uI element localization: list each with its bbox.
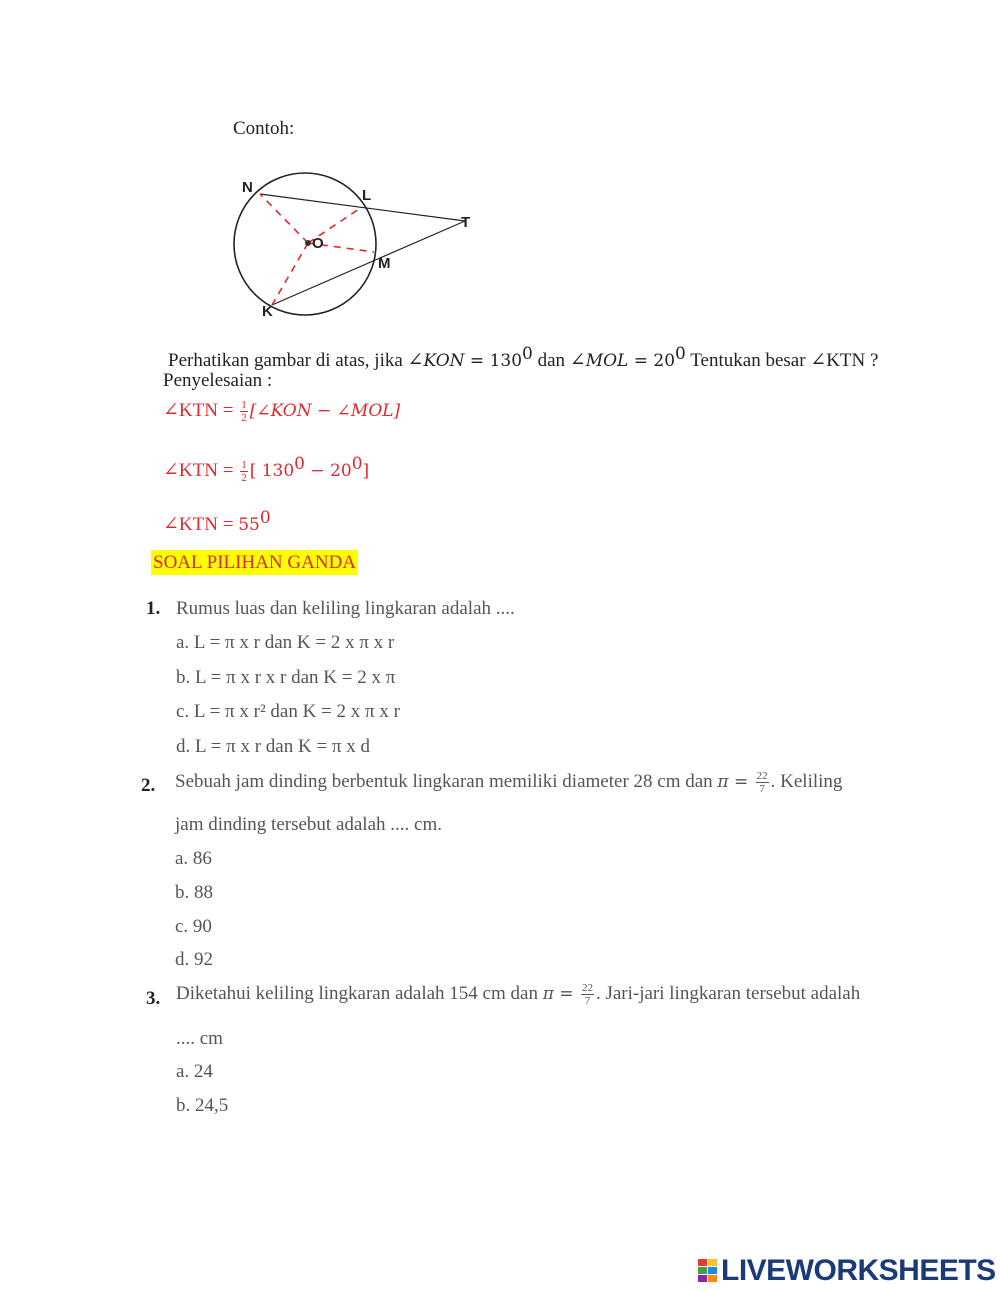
center-point [305,240,311,246]
question-2-option-b[interactable]: b. 88 [175,882,213,903]
circle-figure [228,172,488,322]
label-n: N [242,179,253,196]
solution-step-1: ∠KTN = $\frac{1}{2}$ [∠KON − ∠MOL] [163,399,401,425]
question-1-option-a[interactable]: a. L = π x r dan K = 2 x π x r [176,632,395,653]
question-2-text: Sebuah jam dinding berbentuk lingkaran memiliki diameter 28 cm dan π = $\frac{22}{7}$ . Keliling [175,770,843,795]
logo-blocks-icon [698,1259,718,1283]
question-2-option-a[interactable]: a. 86 [175,848,212,869]
question-3-text-line2: .... cm [176,1028,223,1049]
question-1-option-d[interactable]: d. L = π x r dan K = π x d [176,736,370,757]
problem-statement: Perhatikan gambar di atas, jika ∠KON = $130^0$ dan ∠MOL = $20^0$ Tentukan besar ∠KTN ? [168,344,879,371]
question-3-option-b[interactable]: b. 24,5 [176,1095,229,1116]
label-m: M [378,255,391,272]
question-2-number: 2. [141,775,156,796]
circle [234,173,376,315]
question-2-option-d[interactable]: d. 92 [175,949,213,970]
logo-text: LIVEWORKSHEETS [721,1254,996,1287]
label-l: L [362,187,372,204]
label-k: K [262,303,273,320]
solution-step-3: ∠KTN = $55^0$ [163,508,271,535]
question-1-text: Rumus luas dan keliling lingkaran adalah .... [176,598,515,619]
solution-step-2: ∠KTN = $\frac{1}{2}$ [ $130^0 - 20^0$] [163,454,370,485]
liveworksheets-logo [698,1254,996,1288]
question-3-option-a[interactable]: a. 24 [176,1061,213,1082]
section-title: SOAL PILIHAN GANDA [153,552,357,573]
label-t: T [461,214,471,231]
question-1-option-c[interactable]: c. L = π x r² dan K = 2 x π x r [176,701,400,722]
secant-kt [272,221,465,305]
solution-label: Penyelesaian : [163,370,273,391]
question-1-number: 1. [146,598,161,619]
label-o: O [312,235,324,252]
question-3-text: Diketahui keliling lingkaran adalah 154 cm dan π = $\frac{22}{7}$ . Jari-jari lingkaran tersebut adalah [176,982,861,1007]
example-heading: Contoh: [233,118,295,139]
question-2-option-c[interactable]: c. 90 [175,916,212,937]
question-1-option-b[interactable]: b. L = π x r x r dan K = 2 x π [176,667,396,688]
question-3-number: 3. [146,988,161,1009]
question-2-text-line2: jam dinding tersebut adalah .... cm. [175,814,442,835]
